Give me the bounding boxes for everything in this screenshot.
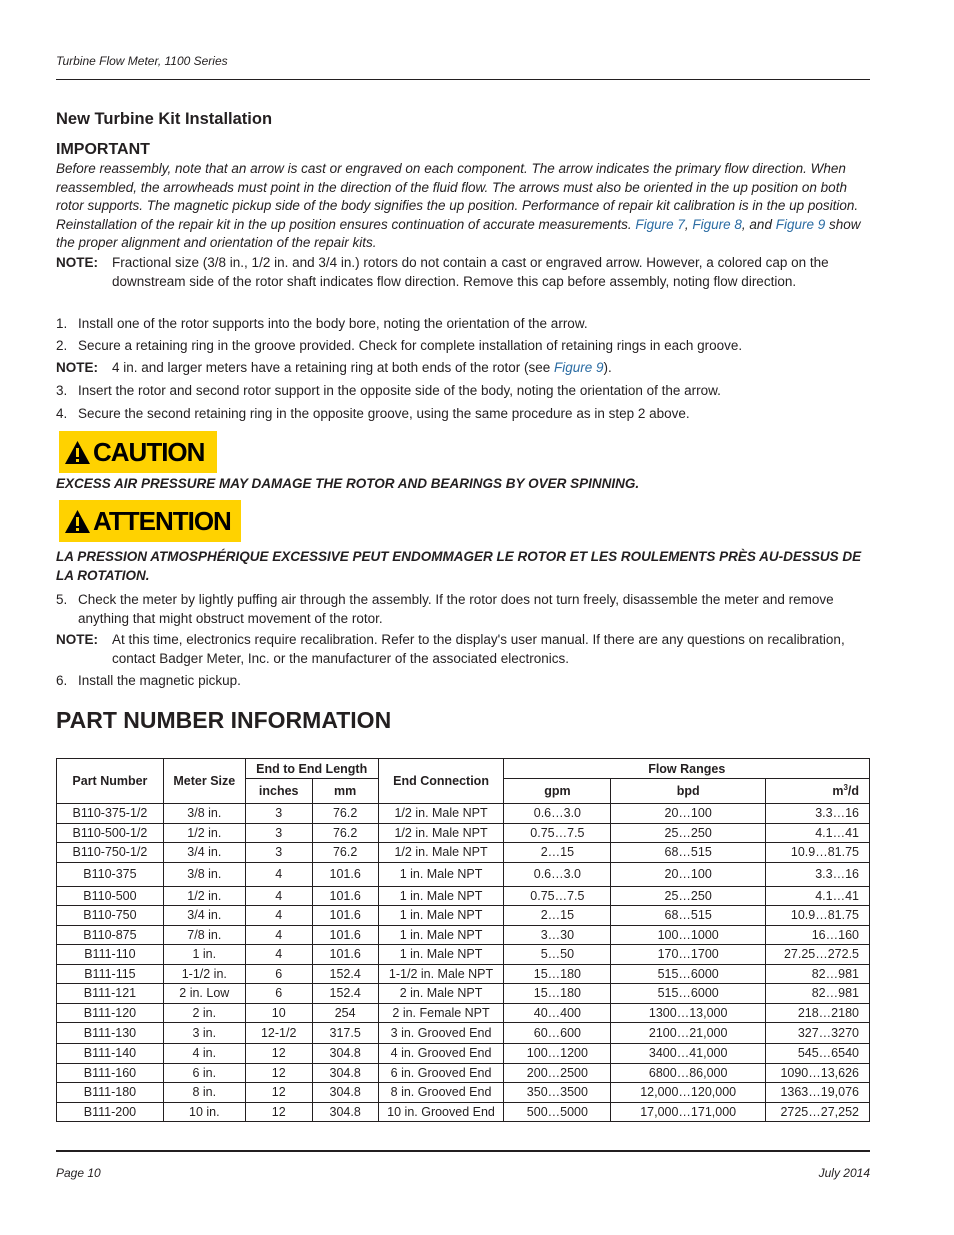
note-text-post: ). (603, 360, 612, 375)
table-row (57, 886, 870, 906)
cell-inches: 4 (245, 862, 312, 886)
cell-m3d: 3.3…16 (766, 804, 870, 824)
header-mm: mm (312, 779, 378, 804)
cell-inches: 10 (245, 1003, 312, 1023)
cell-gpm: 2…15 (504, 843, 611, 863)
figure-8-link[interactable]: Figure 8 (692, 216, 742, 232)
note-text-pre: 4 in. and larger meters have a retaining ring at both ends of the rotor (see (112, 360, 555, 375)
cell-inches: 12 (245, 1044, 312, 1064)
cell-meter-size: 1/2 in. (163, 823, 245, 843)
step-2 (56, 337, 866, 356)
important-sep-1: , (684, 216, 693, 232)
cell-part-number: B110-750 (57, 906, 164, 926)
step-text: Install the magnetic pickup. (78, 673, 241, 688)
page-number: Page 10 (56, 1166, 101, 1180)
cell-end-connection: 4 in. Grooved End (378, 1044, 504, 1064)
note-retaining-ring (56, 359, 866, 378)
table-row (57, 1044, 870, 1064)
header-gpm: gpm (504, 779, 611, 804)
important-tail: show the proper alignment and orientation of the repair kits. (56, 216, 861, 251)
cell-m3d: 4.1…41 (766, 823, 870, 843)
table-row (57, 1063, 870, 1083)
cell-bpd: 68…515 (611, 906, 766, 926)
cell-meter-size: 3 in. (163, 1023, 245, 1044)
table-row (57, 964, 870, 984)
cell-m3d: 82…981 (766, 964, 870, 984)
cell-mm: 101.6 (312, 906, 378, 926)
cell-gpm: 40…400 (504, 1003, 611, 1023)
cell-mm: 101.6 (312, 945, 378, 965)
cell-mm: 101.6 (312, 862, 378, 886)
cell-bpd: 17,000…171,000 (611, 1102, 766, 1122)
cell-bpd: 12,000…120,000 (611, 1083, 766, 1103)
part-number-title: PART NUMBER INFORMATION (56, 707, 392, 733)
cell-end-connection: 1/2 in. Male NPT (378, 823, 504, 843)
note-fractional-rotors (56, 254, 866, 291)
cell-end-connection: 2 in. Female NPT (378, 1003, 504, 1023)
cell-gpm: 500…5000 (504, 1102, 611, 1122)
footer-date: July 2014 (818, 1166, 870, 1180)
step-number: 2. (56, 338, 68, 353)
cell-mm: 254 (312, 1003, 378, 1023)
cell-mm: 101.6 (312, 925, 378, 945)
step-5 (56, 591, 866, 628)
cell-end-connection: 1-1/2 in. Male NPT (378, 964, 504, 984)
cell-gpm: 15…180 (504, 964, 611, 984)
cell-end-connection: 1 in. Male NPT (378, 862, 504, 886)
cell-part-number: B111-121 (57, 984, 164, 1004)
figure-9-link[interactable]: Figure 9 (775, 216, 826, 232)
step-text: Check the meter by lightly puffing air through the assembly. If the rotor does not turn freely, disassemble the meter and remove anything that might obstruct movement of the rotor. (78, 592, 834, 626)
note-label: NOTE: (56, 360, 98, 375)
step-6 (56, 672, 866, 691)
cell-part-number: B110-500 (57, 886, 164, 906)
note-text: At this time, electronics require recalibration. Refer to the display's user manual. If there are any questions on recalibration, contact Badger Meter, Inc. or the manufacturer of the associated electronics. (112, 632, 845, 666)
cell-mm: 152.4 (312, 984, 378, 1004)
cell-m3d: 10.9…81.75 (766, 906, 870, 926)
caution-label: CAUTION (93, 436, 205, 467)
step-number: 3. (56, 383, 68, 398)
cell-m3d: 545…6540 (766, 1044, 870, 1064)
footer-rule (56, 1150, 870, 1152)
important-sep-2: , and (741, 216, 772, 232)
cell-m3d: 10.9…81.75 (766, 843, 870, 863)
header-end-connection: End Connection (378, 759, 504, 804)
table-row (57, 945, 870, 965)
cell-m3d: 82…981 (766, 984, 870, 1004)
cell-bpd: 100…1000 (611, 925, 766, 945)
cell-m3d: 1363…19,076 (766, 1083, 870, 1103)
cell-bpd: 6800…86,000 (611, 1063, 766, 1083)
cell-mm: 152.4 (312, 964, 378, 984)
step-text: Secure a retaining ring in the groove provided. Check for complete installation of retaining rings in each groove. (78, 338, 743, 353)
cell-meter-size: 8 in. (163, 1083, 245, 1103)
cell-meter-size: 3/8 in. (163, 804, 245, 824)
cell-gpm: 0.6…3.0 (504, 862, 611, 886)
note-label: NOTE: (56, 255, 98, 270)
header-rule (56, 79, 870, 80)
step-text: Insert the rotor and second rotor support in the opposite side of the body, noting the orientation of the arrow. (78, 383, 721, 398)
cell-end-connection: 10 in. Grooved End (378, 1102, 504, 1122)
cell-part-number: B110-500-1/2 (57, 823, 164, 843)
cell-inches: 3 (245, 823, 312, 843)
cell-bpd: 68…515 (611, 843, 766, 863)
table-row (57, 984, 870, 1004)
cell-gpm: 100…1200 (504, 1044, 611, 1064)
cell-bpd: 20…100 (611, 804, 766, 824)
cell-part-number: B110-750-1/2 (57, 843, 164, 863)
cell-end-connection: 8 in. Grooved End (378, 1083, 504, 1103)
cell-end-connection: 1 in. Male NPT (378, 906, 504, 926)
cell-gpm: 0.6…3.0 (504, 804, 611, 824)
important-title: IMPORTANT (56, 141, 150, 158)
cell-meter-size: 2 in. Low (163, 984, 245, 1004)
table-row (57, 1023, 870, 1044)
header-inches: inches (245, 779, 312, 804)
cell-part-number: B110-375-1/2 (57, 804, 164, 824)
step-4 (56, 405, 866, 424)
table-row (57, 1003, 870, 1023)
table-row (57, 823, 870, 843)
header-meter-size: Meter Size (163, 759, 245, 804)
cell-part-number: B110-875 (57, 925, 164, 945)
table-row (57, 843, 870, 863)
header-part-number: Part Number (57, 759, 164, 804)
cell-part-number: B111-115 (57, 964, 164, 984)
cell-part-number: B110-375 (57, 862, 164, 886)
cell-end-connection: 1 in. Male NPT (378, 925, 504, 945)
cell-part-number: B111-130 (57, 1023, 164, 1044)
step-number: 4. (56, 406, 68, 421)
important-text: Before reassembly, note that an arrow is cast or engraved on each component. The arrow indicates the primary flow direction. When reassembled, the arrowheads must point in the direction of the fluid flow. The arrows must also be oriented in the up position on both rotor supports. The magnetic pickup side of the body signifies the up position. Performance of repair kit calibration is in the up position. Reinstallation of the repair kit in the up position ensures continuation of accurate measurements. (56, 161, 859, 232)
warning-triangle-icon (64, 509, 91, 534)
cell-inches: 4 (245, 925, 312, 945)
header-end-to-end: End to End Length (245, 759, 378, 779)
cell-gpm: 60…600 (504, 1023, 611, 1044)
cell-end-connection: 1 in. Male NPT (378, 945, 504, 965)
header-m3d-base: m (832, 784, 844, 799)
cell-inches: 12 (245, 1102, 312, 1122)
running-header: Turbine Flow Meter, 1100 Series (56, 54, 228, 68)
cell-mm: 101.6 (312, 886, 378, 906)
cell-meter-size: 7/8 in. (163, 925, 245, 945)
step-3 (56, 382, 866, 401)
cell-mm: 76.2 (312, 804, 378, 824)
cell-meter-size: 10 in. (163, 1102, 245, 1122)
cell-bpd: 170…1700 (611, 945, 766, 965)
table-row (57, 862, 870, 886)
note-label: NOTE: (56, 632, 98, 647)
cell-bpd: 2100…21,000 (611, 1023, 766, 1044)
cell-meter-size: 2 in. (163, 1003, 245, 1023)
cell-inches: 4 (245, 886, 312, 906)
note-text (112, 359, 866, 378)
part-number-table (56, 758, 870, 1122)
cell-mm: 76.2 (312, 823, 378, 843)
header-m3d-unit: /d (847, 784, 859, 799)
table-row (57, 925, 870, 945)
step-text: Install one of the rotor supports into the body bore, noting the orientation of the arrow. (78, 316, 588, 331)
cell-gpm: 5…50 (504, 945, 611, 965)
cell-inches: 4 (245, 945, 312, 965)
table-row (57, 804, 870, 824)
section-title: New Turbine Kit Installation (56, 110, 273, 128)
cell-mm: 304.8 (312, 1102, 378, 1122)
cell-m3d: 27.25…272.5 (766, 945, 870, 965)
cell-meter-size: 1/2 in. (163, 886, 245, 906)
cell-gpm: 200…2500 (504, 1063, 611, 1083)
cell-bpd: 3400…41,000 (611, 1044, 766, 1064)
important-paragraph (56, 160, 874, 253)
figure-9-link[interactable]: Figure 9 (554, 360, 604, 375)
cell-part-number: B111-200 (57, 1102, 164, 1122)
attention-text: LA PRESSION ATMOSPHÉRIQUE EXCESSIVE PEUT ENDOMMAGER LE ROTOR ET LES ROULEMENTS PRÈS AU-DESSUS DE LA ROTATION. (56, 549, 862, 583)
warning-triangle-icon (64, 440, 91, 465)
cell-mm: 304.8 (312, 1044, 378, 1064)
cell-meter-size: 3/4 in. (163, 843, 245, 863)
figure-7-link[interactable]: Figure 7 (635, 216, 685, 232)
cell-meter-size: 1-1/2 in. (163, 964, 245, 984)
cell-part-number: B111-140 (57, 1044, 164, 1064)
cell-mm: 317.5 (312, 1023, 378, 1044)
cell-inches: 3 (245, 804, 312, 824)
step-number: 6. (56, 673, 68, 688)
header-m3d-sup: 3 (843, 783, 848, 793)
cell-part-number: B111-160 (57, 1063, 164, 1083)
cell-meter-size: 6 in. (163, 1063, 245, 1083)
cell-bpd: 25…250 (611, 823, 766, 843)
cell-bpd: 25…250 (611, 886, 766, 906)
cell-end-connection: 1/2 in. Male NPT (378, 843, 504, 863)
step-1 (56, 315, 866, 334)
cell-bpd: 1300…13,000 (611, 1003, 766, 1023)
cell-meter-size: 1 in. (163, 945, 245, 965)
note-recalibration (56, 631, 866, 668)
cell-gpm: 350…3500 (504, 1083, 611, 1103)
cell-mm: 304.8 (312, 1063, 378, 1083)
step-text: Secure the second retaining ring in the opposite groove, using the same procedure as in step 2 above. (78, 406, 690, 421)
note-text: Fractional size (3/8 in., 1/2 in. and 3/4 in.) rotors do not contain a cast or engraved arrow. However, a colored cap on the downstream side of the rotor shaft indicates flow direction. Remove this cap before assembly, noting flow direction. (112, 255, 829, 289)
cell-part-number: B111-110 (57, 945, 164, 965)
cell-m3d: 2725…27,252 (766, 1102, 870, 1122)
caution-text: EXCESS AIR PRESSURE MAY DAMAGE THE ROTOR AND BEARINGS BY OVER SPINNING. (56, 476, 640, 491)
cell-gpm: 3…30 (504, 925, 611, 945)
cell-mm: 76.2 (312, 843, 378, 863)
cell-part-number: B111-180 (57, 1083, 164, 1103)
cell-gpm: 0.75…7.5 (504, 823, 611, 843)
header-m3d (766, 779, 870, 804)
cell-m3d: 3.3…16 (766, 862, 870, 886)
cell-m3d: 4.1…41 (766, 886, 870, 906)
cell-inches: 6 (245, 964, 312, 984)
cell-m3d: 1090…13,626 (766, 1063, 870, 1083)
step-number: 1. (56, 316, 68, 331)
cell-inches: 12-1/2 (245, 1023, 312, 1044)
cell-inches: 3 (245, 843, 312, 863)
table-row (57, 1083, 870, 1103)
cell-end-connection: 1/2 in. Male NPT (378, 804, 504, 824)
attention-label: ATTENTION (93, 505, 231, 536)
cell-gpm: 2…15 (504, 906, 611, 926)
cell-end-connection: 2 in. Male NPT (378, 984, 504, 1004)
table-row (57, 1102, 870, 1122)
caution-badge (59, 431, 217, 473)
cell-gpm: 15…180 (504, 984, 611, 1004)
header-flow-ranges: Flow Ranges (504, 759, 870, 779)
cell-inches: 4 (245, 906, 312, 926)
cell-gpm: 0.75…7.5 (504, 886, 611, 906)
cell-meter-size: 3/8 in. (163, 862, 245, 886)
cell-m3d: 218…2180 (766, 1003, 870, 1023)
cell-end-connection: 3 in. Grooved End (378, 1023, 504, 1044)
part-number-table-body (57, 804, 870, 1122)
cell-inches: 12 (245, 1083, 312, 1103)
cell-mm: 304.8 (312, 1083, 378, 1103)
cell-inches: 12 (245, 1063, 312, 1083)
step-number: 5. (56, 592, 68, 607)
cell-m3d: 16…160 (766, 925, 870, 945)
cell-m3d: 327…3270 (766, 1023, 870, 1044)
cell-meter-size: 4 in. (163, 1044, 245, 1064)
cell-bpd: 515…6000 (611, 984, 766, 1004)
cell-end-connection: 6 in. Grooved End (378, 1063, 504, 1083)
attention-badge (59, 500, 241, 542)
cell-end-connection: 1 in. Male NPT (378, 886, 504, 906)
table-row (57, 906, 870, 926)
cell-bpd: 20…100 (611, 862, 766, 886)
cell-part-number: B111-120 (57, 1003, 164, 1023)
cell-inches: 6 (245, 984, 312, 1004)
cell-bpd: 515…6000 (611, 964, 766, 984)
header-bpd: bpd (611, 779, 766, 804)
cell-meter-size: 3/4 in. (163, 906, 245, 926)
